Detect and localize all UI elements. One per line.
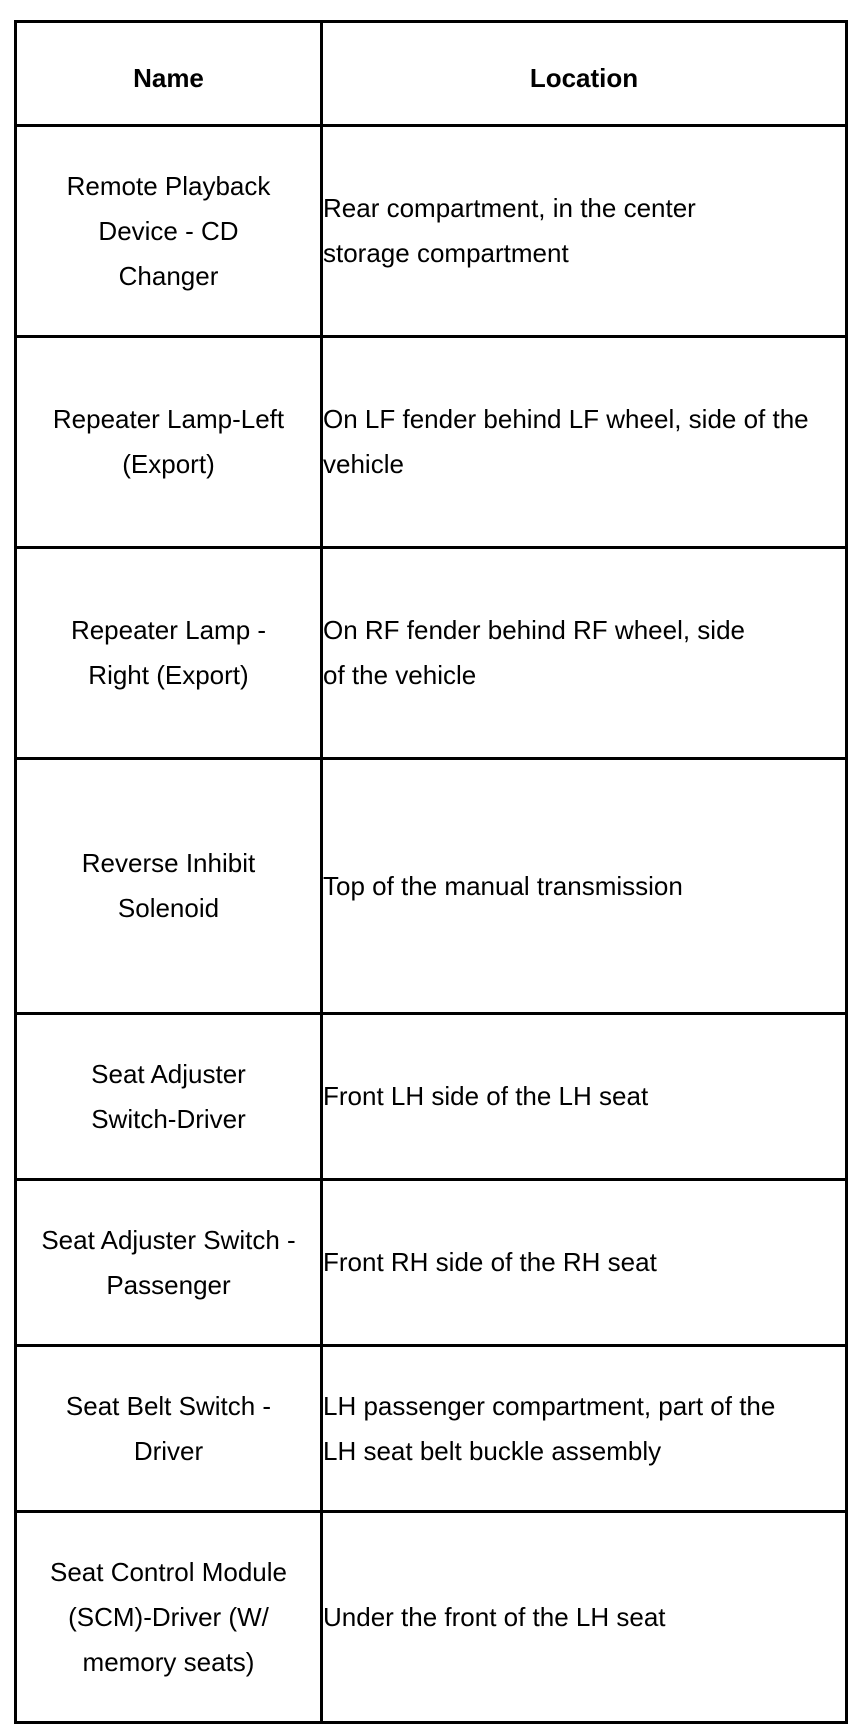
location-cell: On LF fender behind LF wheel, side of the vehicle <box>322 337 847 548</box>
name-cell: Seat Belt Switch - Driver <box>16 1346 322 1512</box>
component-location-table-wrapper <box>14 20 845 1724</box>
location-cell: Front RH side of the RH seat <box>322 1180 847 1346</box>
header-location: Location <box>322 22 847 126</box>
component-location-table <box>14 20 848 1724</box>
table-row <box>16 759 847 1014</box>
location-cell: Under the front of the LH seat <box>322 1512 847 1723</box>
table-row <box>16 1512 847 1723</box>
name-cell: Seat Adjuster Switch - Passenger <box>16 1180 322 1346</box>
table-row <box>16 1014 847 1180</box>
name-cell: Repeater Lamp - Right (Export) <box>16 548 322 759</box>
location-cell: On RF fender behind RF wheel, side of the vehicle <box>322 548 847 759</box>
location-cell: Top of the manual transmission <box>322 759 847 1014</box>
name-cell: Reverse Inhibit Solenoid <box>16 759 322 1014</box>
header-name: Name <box>16 22 322 126</box>
table-header-row <box>16 22 847 126</box>
table-row <box>16 1346 847 1512</box>
table-row <box>16 126 847 337</box>
location-cell: Rear compartment, in the center storage compartment <box>322 126 847 337</box>
name-cell: Remote Playback Device - CD Changer <box>16 126 322 337</box>
location-cell: LH passenger compartment, part of the LH seat belt buckle assembly <box>322 1346 847 1512</box>
table-row <box>16 1180 847 1346</box>
name-cell: Seat Control Module (SCM)-Driver (W/ memory seats) <box>16 1512 322 1723</box>
name-cell: Seat Adjuster Switch-Driver <box>16 1014 322 1180</box>
table-row <box>16 337 847 548</box>
name-cell: Repeater Lamp-Left (Export) <box>16 337 322 548</box>
location-cell: Front LH side of the LH seat <box>322 1014 847 1180</box>
table-row <box>16 548 847 759</box>
